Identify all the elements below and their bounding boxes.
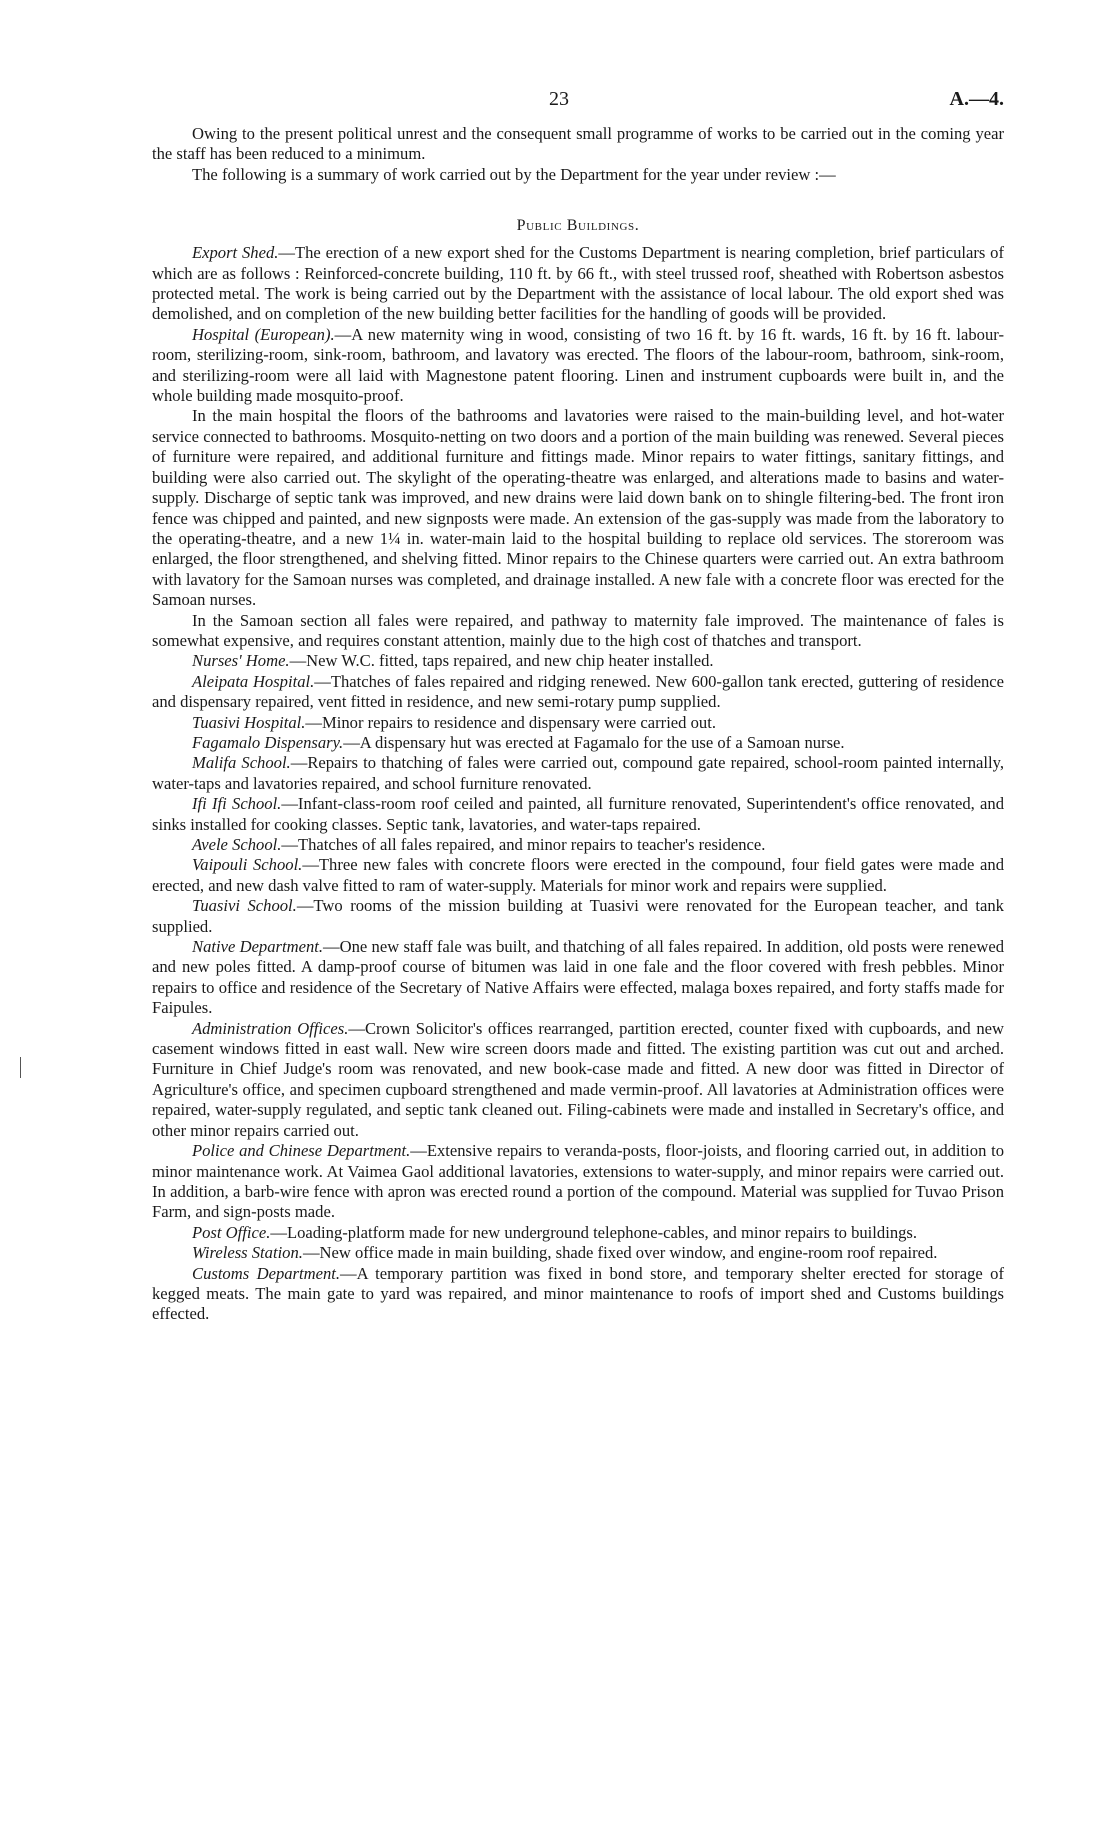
entry-text: —Infant-class-room roof ceiled and painted, all furniture renovated, Superintendent's office renovated, and sinks installed for cooking classes. Septic tank, lavatories, and water-taps repaired.	[152, 794, 1004, 834]
entry-title: Hospital (European).	[192, 324, 335, 344]
entries-list	[152, 243, 1004, 1325]
entry-title: Malifa School.	[192, 753, 291, 773]
document-reference: A.—4.	[949, 88, 1004, 110]
entry-text: —Minor repairs to residence and dispensary were carried out.	[305, 712, 716, 732]
entry-title: Tuasivi Hospital.	[192, 712, 306, 732]
entry-vaipouli-school	[152, 855, 1004, 896]
entry-aleipata-hospital	[152, 672, 1004, 713]
page-number: 23	[549, 88, 569, 110]
entry-post-office	[152, 1223, 1004, 1243]
entry-title: Police and Chinese Department.	[192, 1141, 411, 1161]
entry-title: Tuasivi School.	[192, 896, 297, 916]
entry-export-shed	[152, 243, 1004, 325]
entry-title: Avele School.	[192, 835, 282, 854]
intro-paragraph-staff: Owing to the present political unrest and the consequent small programme of works to be carried out in the coming year the staff has been reduced to a minimum.	[152, 124, 1004, 164]
page-header	[152, 88, 1004, 124]
entry-title: Customs Department.	[192, 1263, 341, 1283]
entry-text: —A new maternity wing in wood, consisting of two 16 ft. by 16 ft. wards, 16 ft. by 16 ft. labour-room, sterilizing-room, sink-room, bathroom, and lavatory was erected. The floors of the labour-room, bathroom, sink-room, and sterilizing-room were all laid with Magnestone patent flooring. Linen and instrument cupboards were built in, and the whole building made mosquito-proof.	[152, 324, 1004, 406]
entry-native-department	[152, 937, 1004, 1019]
entry-fagamalo-dispensary	[152, 733, 1004, 753]
entry-text: —Loading-platform made for new underground telephone-cables, and minor repairs to buildings.	[270, 1222, 918, 1242]
entry-title: Export Shed.	[192, 243, 279, 263]
entry-customs-department	[152, 1264, 1004, 1325]
entry-avele-school	[152, 835, 1004, 855]
entry-text: —Repairs to thatching of fales were carried out, compound gate repaired, school-room painted internally, water-taps and lavatories repaired, and school furniture renovated.	[152, 753, 1004, 793]
entry-text: —Crown Solicitor's offices rearranged, partition erected, counter fixed with cupboards, and new casement windows fitted in east wall. New wire screen doors made and fitted. The existing partition was cut out and arched. Furniture in Chief Judge's room was renovated, and new book-case made and fitted. A new door was fitted in Director of Agriculture's office, and specimen cupboard strengthened and made vermin-proof. All lavatories at Administration offices were repaired, water-supply regulated, and septic tank cleaned out. Filing-cabinets were made and installed in Secretary's office, and other minor repairs carried out.	[152, 1018, 1004, 1140]
entry-text: —Thatches of all fales repaired, and minor repairs to teacher's residence.	[281, 835, 766, 854]
entry-text: —A temporary partition was fixed in bond store, and temporary shelter erected for storage of kegged meats. The main gate to yard was repaired, and minor maintenance to roofs of import shed and Customs buildings effected.	[152, 1263, 1004, 1324]
entry-main-hospital	[152, 406, 1004, 610]
entry-text: —Thatches of fales repaired and ridging renewed. New 600-gallon tank erected, guttering of residence and dispensary repaired, vent fitted in residence, and new semi-rotary pump supplied.	[152, 671, 1004, 712]
entry-title: Fagamalo Dispensary.	[192, 732, 344, 752]
intro-paragraph-summary: The following is a summary of work carried out by the Department for the year under review :—	[192, 164, 836, 184]
entry-ifi-ifi-school	[152, 794, 1004, 835]
entry-text: —New office made in main building, shade fixed over window, and engine-room roof repaired.	[302, 1243, 938, 1263]
entry-text: —Two rooms of the mission building at Tuasivi were renovated for the European teacher, and tank supplied.	[152, 896, 1004, 936]
entry-tuasivi-school	[152, 896, 1004, 937]
entry-text: —Extensive repairs to veranda-posts, floor-joists, and flooring carried out, in addition to minor maintenance work. At Vaimea Gaol additional lavatories, extensions to water-supply, and minor repairs were carried out. In addition, a barb-wire fence with apron was erected round a portion of the compound. Material was supplied for Tuvao Prison Farm, and sign-posts made.	[152, 1141, 1004, 1222]
entry-malifa-school	[152, 753, 1004, 794]
entry-title: Vaipouli School.	[192, 855, 303, 875]
entry-title: Administration Offices.	[192, 1018, 349, 1038]
entry-text: In the Samoan section all fales were repaired, and pathway to maternity fale improved. The maintenance of fales is somewhat expensive, and requires constant attention, mainly due to the high cost of thatches and transport.	[152, 610, 1004, 650]
entry-nurses-home	[152, 651, 1004, 671]
entry-text: —New W.C. fitted, taps repaired, and new chip heater installed.	[289, 651, 714, 671]
entry-wireless-station	[152, 1243, 1004, 1263]
entry-text: In the main hospital the floors of the bathrooms and lavatories were raised to the main-building level, and hot-water service connected to bathrooms. Mosquito-netting on two doors and a portion of the main building was renewed. Several pieces of furniture were repaired, and additional furniture and fittings made. Minor repairs to water fittings, sanitary fittings, and building were also carried out. The skylight of the operating-theatre was enlarged, and alterations made to basins and water-supply. Discharge of septic tank was improved, and new drains were laid down bank on to shingle filtering-bed. The front iron fence was chipped and painted, and new signposts were made. An extension of the gas-supply was made from the laboratory to the operating-theatre, and a new 1¼ in. water-main laid to the hospital building to replace old services. The storeroom was enlarged, the floor strengthened, and shelving fitted. Minor repairs to the Chinese quarters were carried out. An extra bathroom with lavatory for the Samoan nurses was completed, and drainage installed. A new fale with a concrete floor was erected for the Samoan nurses.	[152, 406, 1004, 610]
entry-samoan-section	[152, 611, 1004, 652]
entry-text: —One new staff fale was built, and thatching of all fales repaired. In addition, old posts were renewed and new poles fitted. A damp-proof course of bitumen was laid in one fale and the floor covered with fresh pebbles. Minor repairs to office and residence of the Secretary of Native Affairs were effected, malaga boxes repaired, and forty staffs made for Faipules.	[152, 937, 1004, 1018]
entry-administration-offices	[152, 1019, 1004, 1141]
entry-text: —The erection of a new export shed for the Customs Department is nearing completion, brief particulars of which are as follows : Reinforced-concrete building, 110 ft. by 66 ft., with steel trussed roof, sheathed with Robertson asbestos protected metal. The work is being carried out by the Department with the assistance of local labour. The old export shed was demolished, and on completion of the new building better facilities for the handling of goods will be provided.	[152, 243, 1004, 324]
entry-title: Ifi Ifi School.	[192, 794, 282, 814]
introduction	[152, 124, 1004, 185]
entry-title: Native Department.	[192, 937, 324, 957]
entry-text: —Three new fales with concrete floors were erected in the compound, four field gates were made and erected, and new dash valve fitted to ram of water-supply. Materials for minor work and repairs were supplied.	[152, 855, 1004, 895]
entry-title: Wireless Station.	[192, 1243, 303, 1263]
entry-title: Aleipata Hospital.	[192, 671, 315, 691]
entry-hospital-european	[152, 325, 1004, 407]
entry-text: —A dispensary hut was erected at Fagamalo for the use of a Samoan nurse.	[343, 732, 845, 752]
margin-tick-mark	[20, 1057, 21, 1078]
section-heading-public-buildings: Public Buildings.	[516, 217, 640, 235]
entry-tuasivi-hospital	[152, 713, 1004, 733]
entry-police-chinese-department	[152, 1141, 1004, 1223]
document-page	[152, 88, 1004, 1325]
entry-title: Nurses' Home.	[192, 651, 290, 671]
entry-title: Post Office.	[192, 1222, 271, 1242]
